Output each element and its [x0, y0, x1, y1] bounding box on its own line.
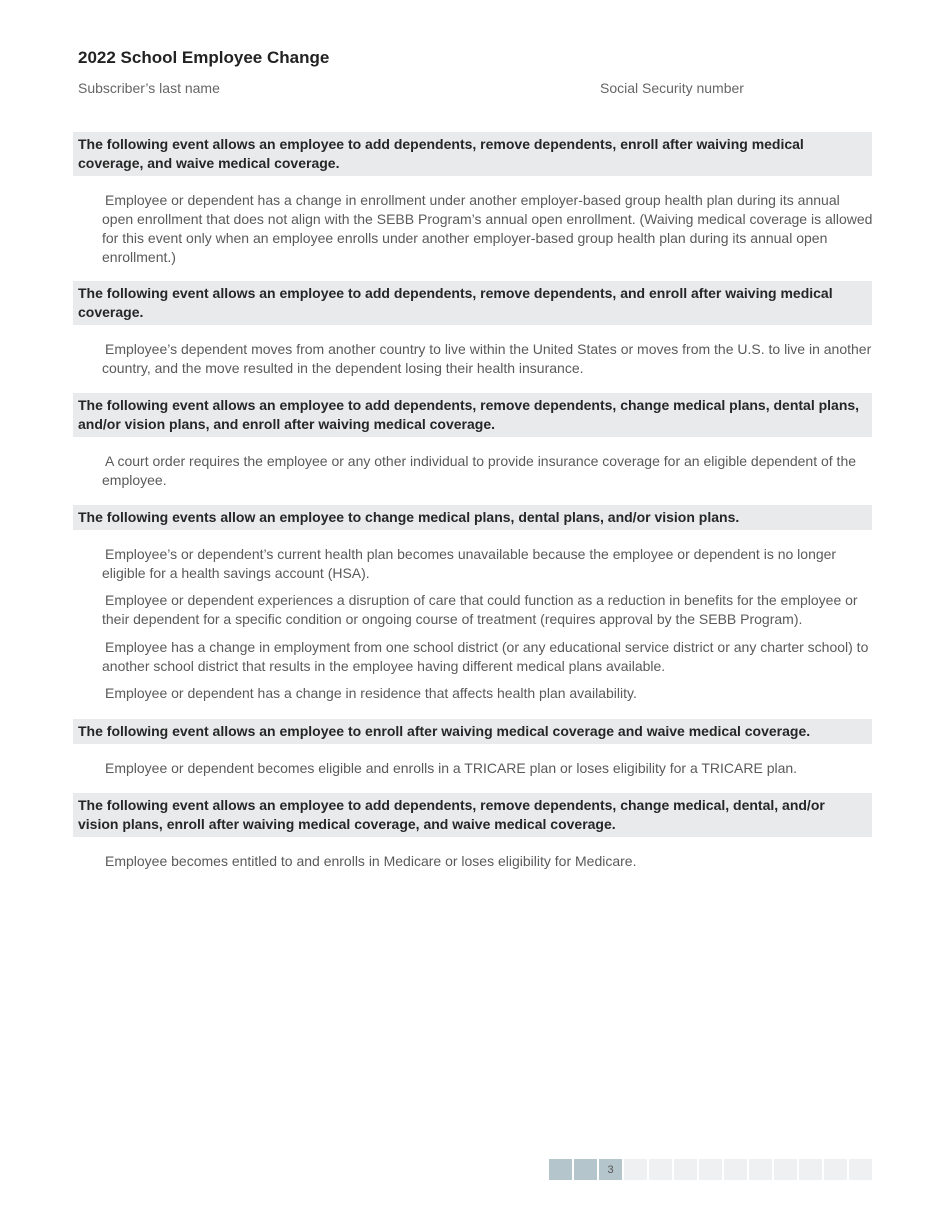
- page-cell: [774, 1159, 797, 1180]
- section-header: The following events allow an employee to change medical plans, dental plans, and/or vision plans.: [73, 505, 872, 530]
- page-cell: [699, 1159, 722, 1180]
- event-item: Employee or dependent has a change in enrollment under another employer-based group health plan during its annual open enrollment that does not align with the SEBB Program’s annual open enrollment. (Waiving medical coverage is allowed for this event only when an employee enrolls under another employer-based group health plan during its annual open enrollment.): [102, 192, 873, 265]
- event-item: Employee’s dependent moves from another country to live within the United States or moves from the U.S. to live in another country, and the move resulted in the dependent losing their health insurance.: [102, 341, 872, 376]
- page-cell: [549, 1159, 572, 1180]
- event-item: Employee or dependent experiences a disruption of care that could function as a reduction in benefits for the employee or their dependent for a specific condition or ongoing course of treatment (requires approval by the SEBB Program).: [102, 592, 858, 627]
- last-name-field-label: Subscriber’s last name: [78, 80, 220, 96]
- event-item: A court order requires the employee or any other individual to provide insurance coverage for an eligible dependent of the employee.: [102, 453, 857, 488]
- page-cell: [674, 1159, 697, 1180]
- page-cell: [574, 1159, 597, 1180]
- current-page-cell: 3: [599, 1159, 622, 1180]
- event-item: Employee becomes entitled to and enrolls in Medicare or loses eligibility for Medicare.: [105, 853, 637, 869]
- page-title: 2022 School Employee Change: [78, 48, 330, 67]
- event-item: Employee or dependent has a change in residence that affects health plan availability.: [105, 685, 637, 701]
- event-item: Employee or dependent becomes eligible and enrolls in a TRICARE plan or loses eligibility for a TRICARE plan.: [105, 760, 798, 776]
- page-cell: [824, 1159, 847, 1180]
- section-header: The following event allows an employee to add dependents, remove dependents, change medical plans, dental plans, and/or vision plans, and enroll after waiving medical coverage.: [73, 393, 872, 437]
- page-cell: [724, 1159, 747, 1180]
- event-item: Employee has a change in employment from one school district (or any educational service district or any charter school) to another school district that results in the employee having different medical plans available.: [102, 639, 869, 674]
- section-header: The following event allows an employee to add dependents, remove dependents, and enroll after waiving medical coverage.: [73, 281, 872, 325]
- ssn-field-label: Social Security number: [600, 80, 744, 96]
- page-cell: [749, 1159, 772, 1180]
- page-progress-indicator: [549, 1159, 872, 1180]
- event-item: Employee’s or dependent’s current health plan becomes unavailable because the employee or dependent is no longer eligible for a health savings account (HSA).: [102, 546, 837, 581]
- page-cell: [849, 1159, 872, 1180]
- page-cell: [649, 1159, 672, 1180]
- page-cell: [799, 1159, 822, 1180]
- section-header: The following event allows an employee to enroll after waiving medical coverage and waive medical coverage.: [73, 719, 872, 744]
- section-header: The following event allows an employee to add dependents, remove dependents, change medical, dental, and/or vision plans, enroll after waiving medical coverage, and waive medical coverage.: [73, 793, 872, 837]
- page-cell: [624, 1159, 647, 1180]
- section-header: The following event allows an employee to add dependents, remove dependents, enroll after waiving medical coverage, and waive medical coverage.: [73, 132, 872, 176]
